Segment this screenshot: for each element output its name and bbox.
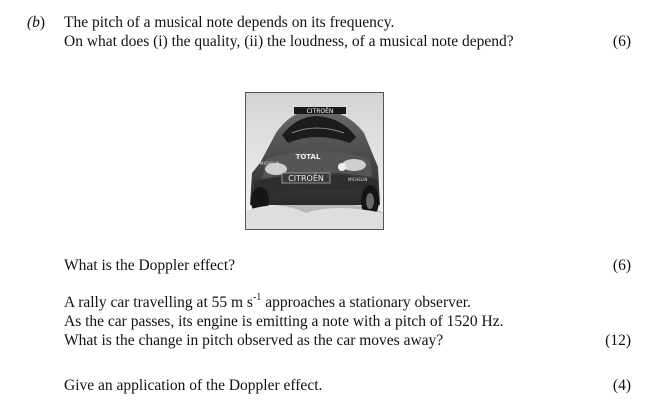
calc-line-2: As the car passes, its engine is emitting a note with a pitch of 1520 Hz. — [64, 313, 504, 330]
banner-text: CITROËN — [306, 108, 334, 115]
intro-line-1: The pitch of a musical note depends on its frequency. — [64, 14, 395, 31]
calc-line-1 — [64, 293, 471, 312]
rally-car-image — [246, 93, 383, 229]
side-text-right: MICHELIN — [348, 177, 368, 182]
part-label — [27, 13, 45, 32]
unit-superscript: -1 — [252, 291, 262, 303]
rally-car-photo — [245, 92, 384, 230]
sponsor-text: TOTAL — [295, 153, 321, 161]
marks-4: (4) — [612, 377, 631, 394]
intro-line-2: On what does (i) the quality, (ii) the loudness, of a musical note depend? — [64, 33, 514, 50]
part-close: ) — [39, 14, 46, 31]
part-letter: b — [32, 14, 40, 31]
application-question: Give an application of the Doppler effect. — [64, 377, 323, 394]
bumper-text: CITROËN — [288, 174, 324, 183]
calc-line-1-a: A rally car travelling at 55 m s — [64, 294, 253, 311]
marks-6-a: (6) — [612, 33, 631, 50]
marks-6-b: (6) — [612, 257, 631, 274]
part-open: ( — [27, 14, 33, 31]
side-text-left: MICHELIN — [260, 161, 280, 166]
doppler-question: What is the Doppler effect? — [64, 257, 235, 274]
marks-12: (12) — [605, 332, 631, 349]
calc-line-1-b: approaches a stationary observer. — [261, 294, 471, 311]
calc-line-3: What is the change in pitch observed as the car moves away? — [64, 332, 444, 349]
